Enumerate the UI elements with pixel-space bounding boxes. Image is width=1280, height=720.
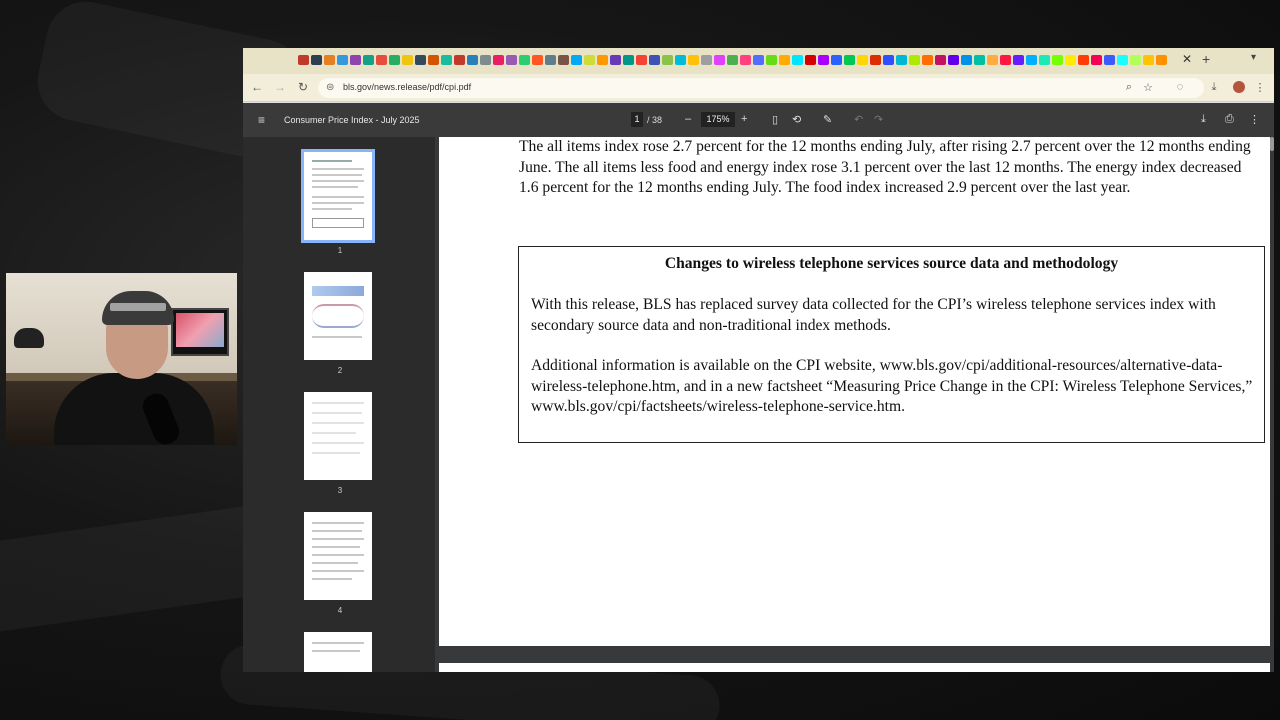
pdf-toolbar — [243, 103, 1274, 137]
thumbnail-number: 4 — [337, 606, 343, 615]
tab-favicon[interactable] — [662, 55, 673, 65]
tab-favicon[interactable] — [415, 55, 426, 65]
back-icon[interactable]: ← — [251, 80, 263, 94]
download-icon[interactable]: ⤓ — [1211, 81, 1217, 93]
tab-favicon[interactable] — [428, 55, 439, 65]
thumbnail-page-3[interactable] — [304, 392, 372, 480]
tab-favicon[interactable] — [714, 55, 725, 65]
tab-favicon[interactable] — [402, 55, 413, 65]
tab-favicon[interactable] — [909, 55, 920, 65]
notice-paragraph: Additional information is available on the CPI website, www.bls.gov/cpi/additional-resources/alternative-data-wireless-telephone.htm, and in a new factsheet “Measuring Price Change in the CPI: Wireless Telephone Services,” www.bls.gov/cpi/factsheets/wireless-telephone-service.htm. — [531, 357, 1253, 415]
tab-favicon[interactable] — [1143, 55, 1154, 65]
tab-favicon[interactable] — [961, 55, 972, 65]
tab-favicon[interactable] — [870, 55, 881, 65]
print-icon[interactable]: ⎙ — [1225, 113, 1234, 125]
tab-favicon[interactable] — [376, 55, 387, 65]
undo-icon[interactable]: ↶ — [854, 114, 864, 126]
tab-favicon[interactable] — [493, 55, 504, 65]
tab-favicon[interactable] — [896, 55, 907, 65]
tab-favicon[interactable] — [649, 55, 660, 65]
star-icon[interactable]: ☆ — [1143, 82, 1153, 94]
chevron-down-icon[interactable]: ▾ — [1251, 52, 1257, 63]
page-number-input[interactable]: 1 — [631, 112, 643, 127]
webcam-cap-logo — [110, 303, 166, 311]
fit-page-icon[interactable]: ▯ — [772, 114, 779, 126]
zoom-icon[interactable]: ⌕ — [1125, 81, 1133, 93]
tab-favicon[interactable] — [467, 55, 478, 65]
pdf-next-page — [439, 663, 1270, 672]
scrollbar-thumb[interactable] — [1270, 137, 1274, 151]
tab-favicon[interactable] — [454, 55, 465, 65]
pdf-page — [439, 137, 1270, 646]
tab-favicon[interactable] — [480, 55, 491, 65]
tab-favicon[interactable] — [298, 55, 309, 65]
tab-favicon[interactable] — [922, 55, 933, 65]
plus-icon[interactable]: + — [1202, 51, 1211, 67]
methodology-notice-box — [518, 246, 1265, 443]
tab-favicon[interactable] — [701, 55, 712, 65]
tab-favicon[interactable] — [584, 55, 595, 65]
tab-favicon[interactable] — [1104, 55, 1115, 65]
address-bar[interactable] — [318, 78, 1204, 98]
extensions-icon[interactable]: ◌ — [1176, 81, 1184, 93]
tab-favicon[interactable] — [831, 55, 842, 65]
close-icon[interactable]: ✕ — [1182, 52, 1193, 66]
zoom-level-input[interactable]: 175% — [701, 112, 735, 127]
page-count: / 38 — [647, 115, 663, 125]
rotate-icon[interactable]: ⟲ — [792, 114, 802, 126]
thumbnail-number: 3 — [337, 486, 343, 495]
intro-paragraph: The all items index rose 2.7 percent for the 12 months ending July, after rising 2.7 percent over the 12 months ending June. The all items less food and energy index rose 3.1 percent over the last 12 months. The energy index decreased 1.6 percent for the 12 months ending July. The food index increased 2.9 percent over the last year. — [519, 138, 1251, 196]
tab-favicon[interactable] — [818, 55, 829, 65]
annotate-icon[interactable]: ✎ — [823, 114, 833, 126]
tab-favicon[interactable] — [779, 55, 790, 65]
thumbnail-page-2[interactable] — [304, 272, 372, 360]
tab-favicon[interactable] — [1117, 55, 1128, 65]
tab-favicon[interactable] — [441, 55, 452, 65]
tab-favicon[interactable] — [1013, 55, 1024, 65]
tab-strip — [243, 48, 1274, 74]
thumbnail-page-1[interactable] — [304, 152, 372, 240]
tab-favicon[interactable] — [857, 55, 868, 65]
thumbnail-number: 2 — [337, 366, 343, 375]
tab-favicon[interactable] — [636, 55, 647, 65]
tab-favicon[interactable] — [597, 55, 608, 65]
tab-favicon[interactable] — [389, 55, 400, 65]
tab-favicon[interactable] — [1052, 55, 1063, 65]
pdf-title: Consumer Price Index - July 2025 — [284, 115, 420, 125]
notice-paragraph: With this release, BLS has replaced survey data collected for the CPI’s wireless telephone services index with secondary source data and non-traditional index methods. — [531, 296, 1216, 334]
tab-favicon[interactable] — [311, 55, 322, 65]
pdf-document-area[interactable] — [435, 137, 1274, 672]
tab-favicon[interactable] — [337, 55, 348, 65]
tab-favicon[interactable] — [987, 55, 998, 65]
tab-favicon[interactable] — [740, 55, 751, 65]
tab-favicon[interactable] — [935, 55, 946, 65]
tab-favicon[interactable] — [792, 55, 803, 65]
notice-title: Changes to wireless telephone services source data and methodology — [664, 255, 1119, 272]
tab-favicon[interactable] — [1065, 55, 1076, 65]
zoom-in-icon[interactable]: + — [741, 113, 748, 125]
tab-favicon[interactable] — [974, 55, 985, 65]
tab-favicons[interactable] — [298, 55, 1169, 65]
tab-favicon[interactable] — [532, 55, 543, 65]
thumbnail-page-5[interactable] — [304, 632, 372, 672]
tab-favicon[interactable] — [753, 55, 764, 65]
url-text[interactable]: bls.gov/news.release/pdf/cpi.pdf — [343, 82, 472, 92]
webcam-lamp — [14, 328, 44, 348]
tab-favicon[interactable] — [519, 55, 530, 65]
profile-avatar[interactable] — [1233, 81, 1245, 93]
tab-favicon[interactable] — [844, 55, 855, 65]
site-info-icon[interactable]: ⊜ — [326, 82, 335, 93]
tab-favicon[interactable] — [610, 55, 621, 65]
tab-favicon[interactable] — [324, 55, 335, 65]
browser-toolbar — [243, 74, 1274, 102]
tab-favicon[interactable] — [1026, 55, 1037, 65]
pdf-more-icon[interactable]: ⋮ — [1249, 114, 1260, 126]
tab-favicon[interactable] — [350, 55, 361, 65]
tab-favicon[interactable] — [766, 55, 777, 65]
tab-favicon[interactable] — [506, 55, 517, 65]
tab-favicon[interactable] — [571, 55, 582, 65]
tab-favicon[interactable] — [1130, 55, 1141, 65]
reload-icon[interactable]: ↻ — [297, 80, 309, 94]
tab-favicon[interactable] — [688, 55, 699, 65]
forward-icon[interactable]: → — [274, 80, 286, 94]
pdf-download-icon[interactable]: ⤓ — [1201, 113, 1206, 125]
webcam-overlay — [6, 273, 237, 445]
tab-favicon[interactable] — [883, 55, 894, 65]
tab-favicon[interactable] — [727, 55, 738, 65]
redo-icon[interactable]: ↷ — [874, 114, 884, 126]
tab-favicon[interactable] — [675, 55, 686, 65]
zoom-out-icon[interactable]: – — [685, 113, 692, 125]
thumbnail-number: 1 — [337, 246, 343, 255]
browser-window — [243, 48, 1274, 672]
thumbnail-page-4[interactable] — [304, 512, 372, 600]
tab-favicon[interactable] — [545, 55, 556, 65]
tab-favicon[interactable] — [1078, 55, 1089, 65]
tab-favicon[interactable] — [1000, 55, 1011, 65]
tab-favicon[interactable] — [805, 55, 816, 65]
webcam-monitor — [171, 308, 229, 356]
tab-favicon[interactable] — [363, 55, 374, 65]
tab-favicon[interactable] — [1156, 55, 1167, 65]
tab-favicon[interactable] — [1091, 55, 1102, 65]
tab-favicon[interactable] — [623, 55, 634, 65]
thumbnail-sidebar — [243, 137, 435, 672]
sidebar-menu-icon[interactable]: ≡ — [258, 113, 266, 127]
tab-favicon[interactable] — [558, 55, 569, 65]
tab-favicon[interactable] — [1039, 55, 1050, 65]
tab-favicon[interactable] — [948, 55, 959, 65]
menu-icon[interactable]: ⋮ — [1254, 82, 1266, 94]
